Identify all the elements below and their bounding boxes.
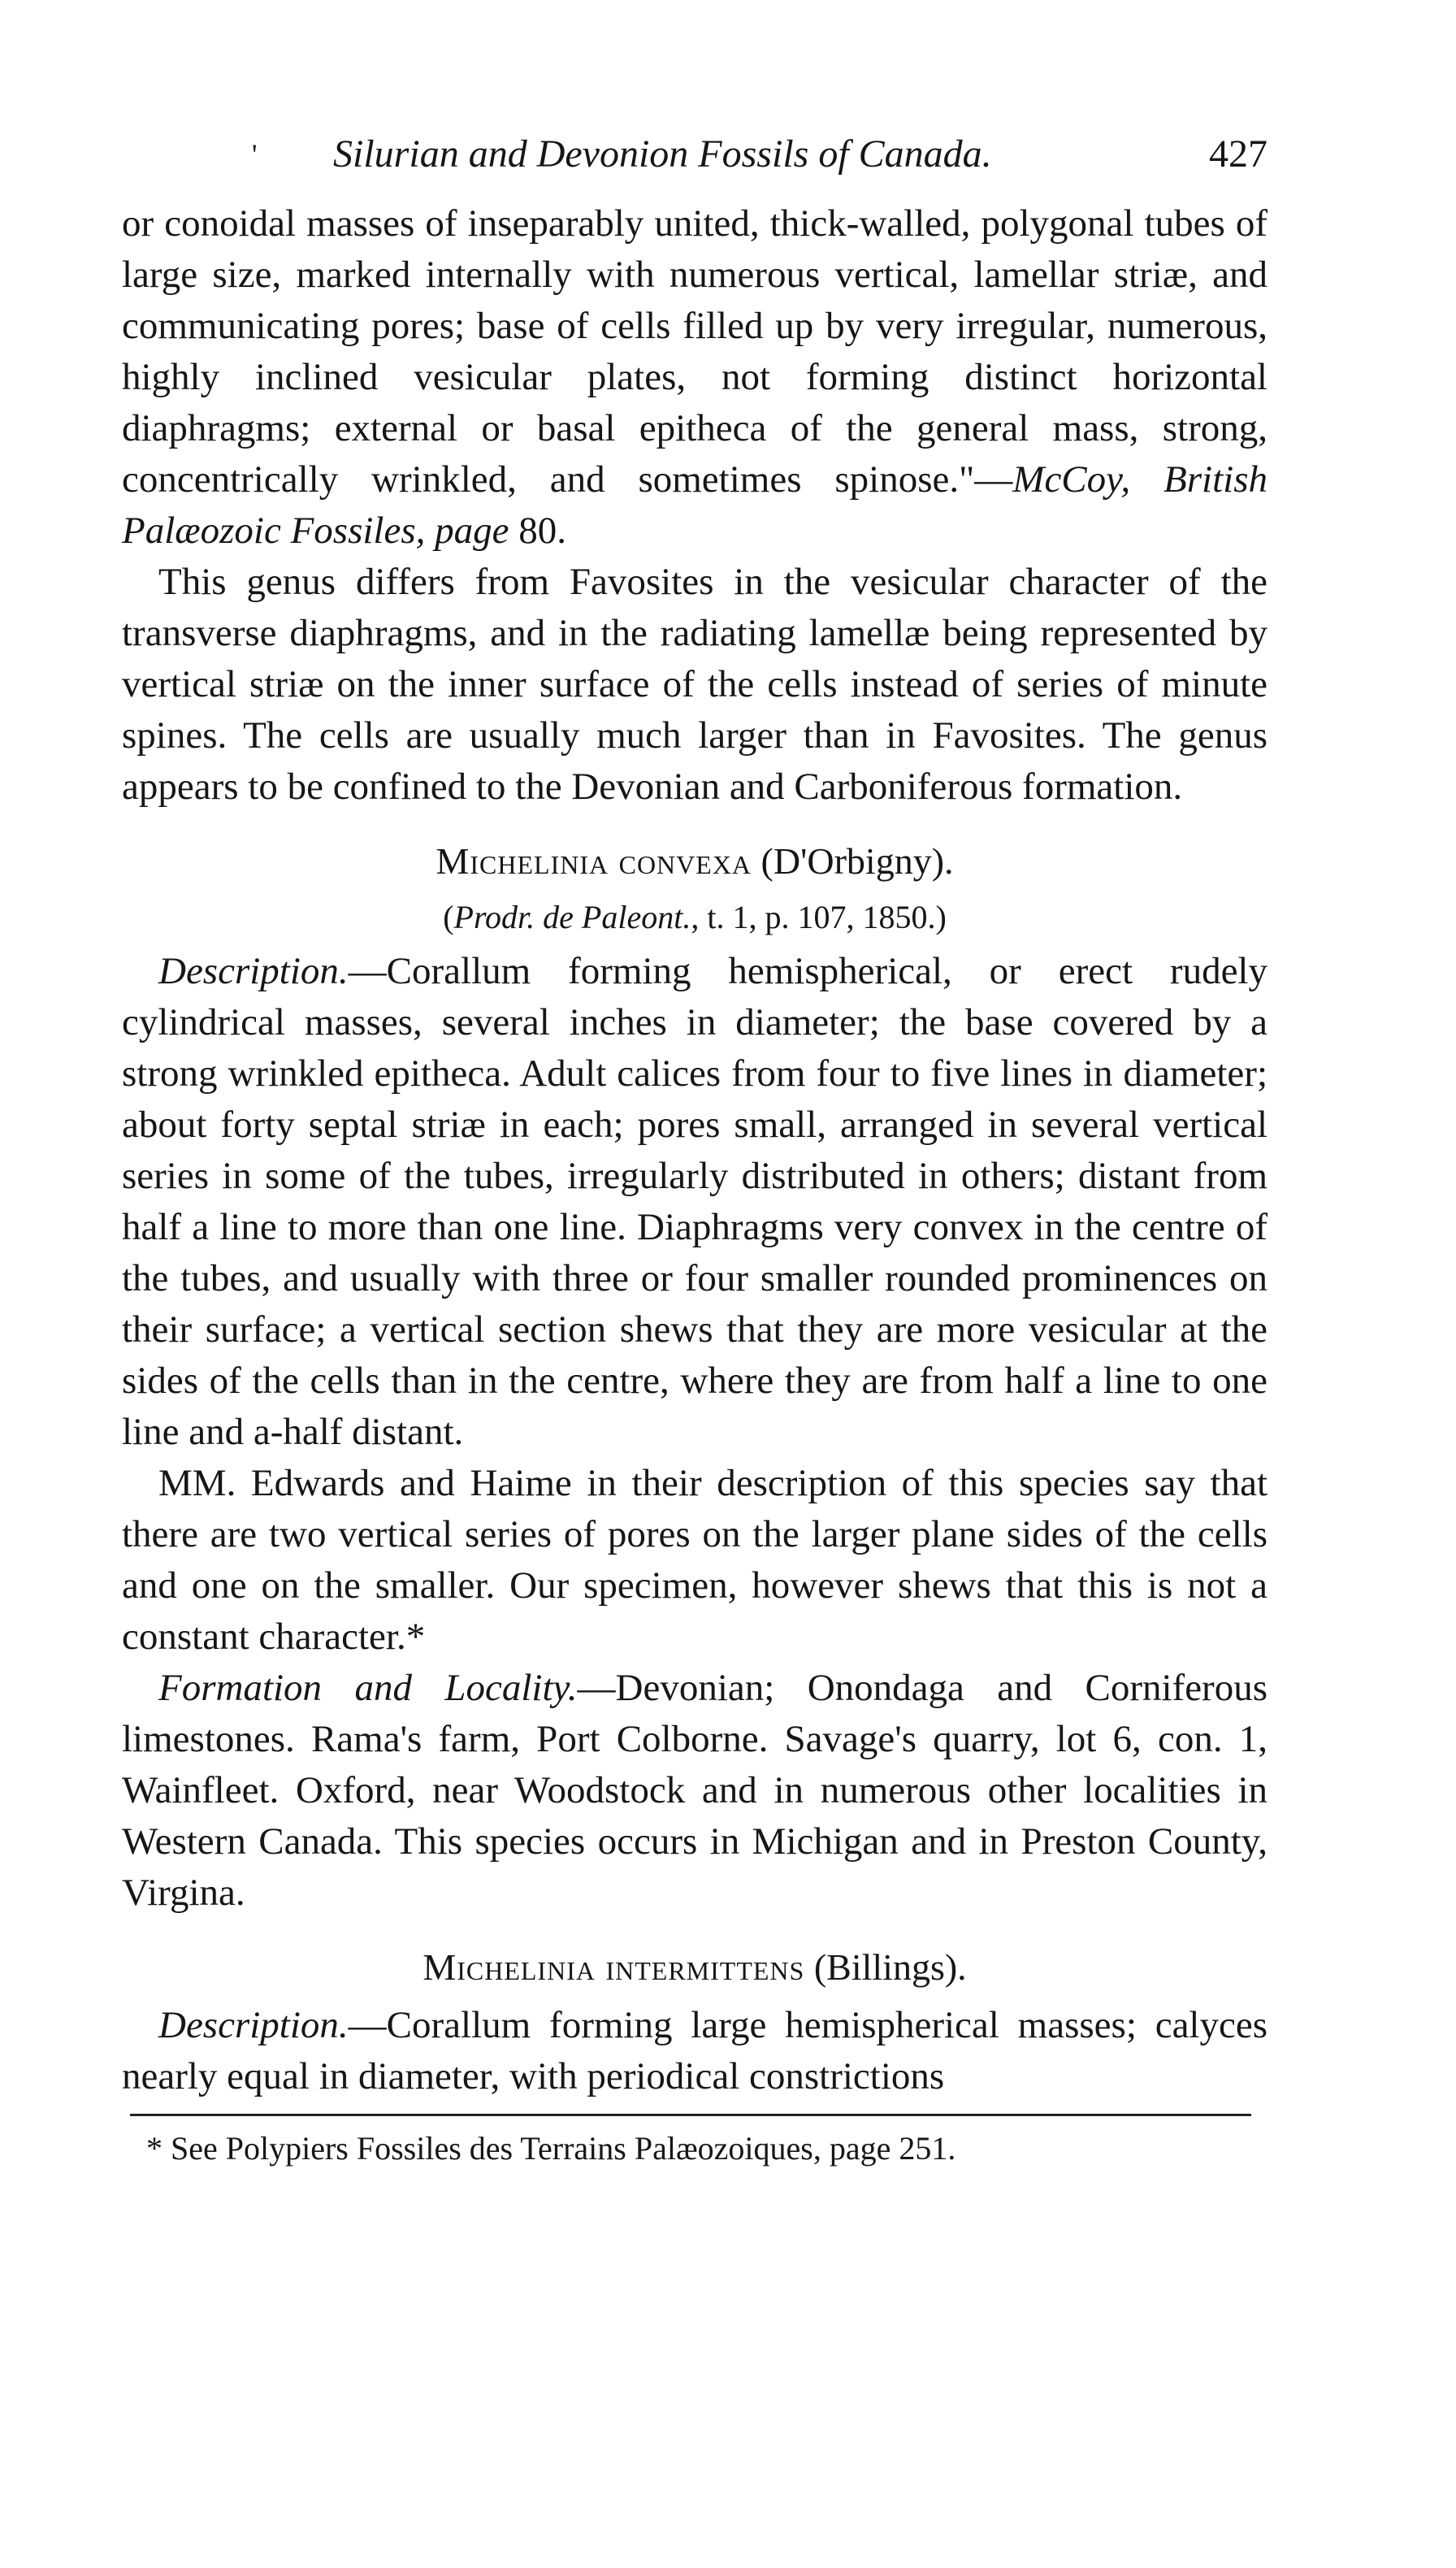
reference-title: Prodr. de Paleont. xyxy=(453,899,691,935)
description-text: —Corallum forming hemispherical, or erect rudely cylindrical masses, several inches in diameter; the base covered by a strong wrinkled epitheca. Adult calices from four to five lines in diameter; about forty septal striæ in each; pores small, arranged in several vertical series in some of the tubes, irregularly distributed in others; distant from half a line to more than one line. Diaphragms very convex in the centre of the tubes, and usually with three or four smaller rounded prominences on their surface; a vertical section shews that they are more vesicular at the sides of the cells than in the centre, where they are from half a line to one line and a-half distant. xyxy=(122,950,1268,1453)
diagnosis-citation: McCoy, British Palæozoic Fossiles, page xyxy=(122,458,1268,552)
genus-diagnosis-continuation xyxy=(122,198,1268,557)
description-text: —Corallum forming large hemispherical masses; calyces nearly equal in diameter, with periodical constrictions xyxy=(122,2004,1268,2097)
description-paragraph xyxy=(122,946,1268,1458)
description-label: Description. xyxy=(158,950,349,992)
species-name: Michelinia intermittens xyxy=(422,1946,805,1988)
page-number: 427 xyxy=(1209,132,1268,176)
header-mark: ' xyxy=(252,138,258,171)
book-page xyxy=(122,122,1268,2171)
diagnosis-text: or conoidal masses of inseparably united, thick-walled, polygonal tubes of large size, marked internally with numerous vertical, lamellar striæ, and communicating pores; base of cells filled up by very irregular, numerous, highly inclined vesicular plates, not forming distinct horizontal diaphragms; external or basal epitheca of the general mass, strong, concentrically wrinkled, and sometimes spinose."— xyxy=(122,202,1268,501)
species-author: (Billings). xyxy=(804,1946,967,1988)
species-reference xyxy=(122,894,1268,941)
running-header xyxy=(122,122,1268,187)
species-name: Michelinia convexa xyxy=(436,840,752,882)
formation-text: —Devonian; Onondaga and Corniferous limestones. Rama's farm, Port Colborne. Savage's quarry, lot 6, con. 1, Wainfleet. Oxford, near Woodstock and in numerous other localities in Western Canada. This species occurs in Michigan and in Preston County, Virgina. xyxy=(122,1667,1268,1914)
diagnosis-citation-page: 80. xyxy=(509,510,566,552)
species-author: (D'Orbigny). xyxy=(752,840,954,882)
main-text xyxy=(122,198,1268,2102)
formation-label: Formation and Locality. xyxy=(158,1667,578,1709)
species-heading-intermittens xyxy=(122,1941,1268,1993)
footnote-divider xyxy=(130,2114,1251,2116)
species-heading-convexa xyxy=(122,835,1268,887)
running-title: Silurian and Devonion Fossils of Canada. xyxy=(333,132,992,176)
description-label: Description. xyxy=(158,2004,349,2046)
genus-comparison-paragraph: This genus differs from Favosites in the vesicular character of the transverse diaphragms, and in the radiating lamellæ being represented by vertical striæ on the inner surface of the cells instead of series of minute spines. The cells are usually much larger than in Favosites. The genus appears to be confined to the Devonian and Carboniferous formation. xyxy=(122,561,1268,808)
description-paragraph xyxy=(122,2000,1268,2102)
footnote: * See Polypiers Fossiles des Terrains Palæozoiques, page 251. xyxy=(146,2130,956,2167)
remarks-paragraph: MM. Edwards and Haime in their description of this species say that there are two vertical series of pores on the larger plane sides of the cells and one on the smaller. Our specimen, however shews that this is not a constant character.* xyxy=(122,1462,1268,1658)
reference-open: ( xyxy=(443,899,454,935)
reference-details: , t. 1, p. 107, 1850.) xyxy=(691,899,947,935)
formation-paragraph xyxy=(122,1663,1268,1919)
